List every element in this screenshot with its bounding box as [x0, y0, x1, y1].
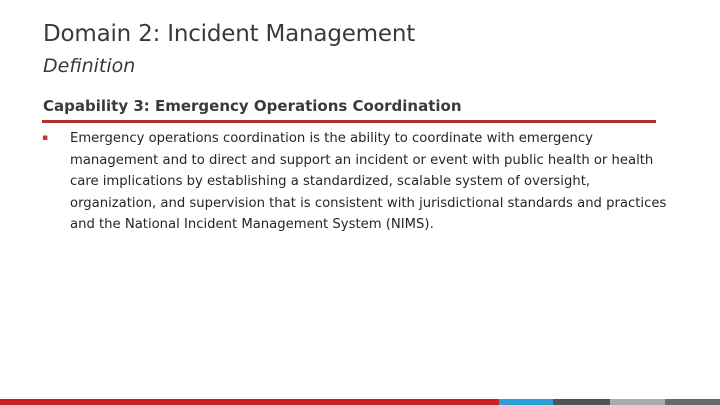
bullet-text: Emergency operations coordination is the ability to coordinate with emergency management and to direct and support an incident or event with public health or health care implications by establishing a standardized, scalable system of oversight, organization, and supervision that is consistent with jurisdictional standards and practices and the National Incident Management System (NIMS). — [70, 131, 667, 232]
footer-segment-blue — [499, 399, 553, 405]
footer-segment-grey — [665, 399, 720, 405]
section-heading: Capability 3: Emergency Operations Coordination — [43, 97, 462, 115]
bullet-list — [42, 128, 672, 236]
heading-underline — [42, 120, 656, 123]
slide-title: Domain 2: Incident Management — [43, 21, 416, 47]
footer-segment-red — [0, 399, 499, 405]
slide-subtitle: Definition — [43, 55, 136, 77]
square-bullet-icon: ▪ — [42, 133, 49, 143]
footer-segment-light-grey — [610, 399, 665, 405]
footer-color-bar — [0, 399, 720, 405]
bullet-item — [42, 128, 672, 236]
footer-segment-dark-grey — [553, 399, 610, 405]
